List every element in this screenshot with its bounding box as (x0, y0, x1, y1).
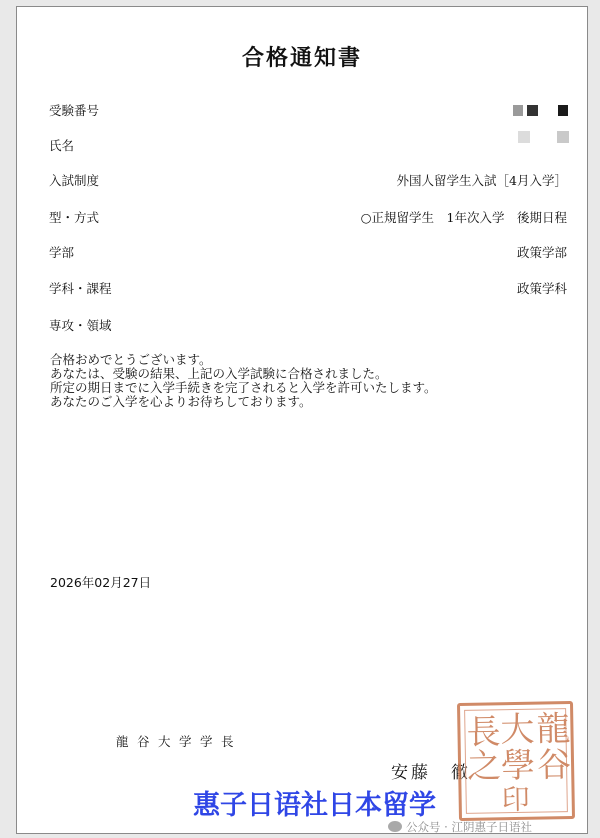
wechat-caption (388, 819, 532, 835)
redacted-exam-number (558, 105, 568, 116)
watermark-text: 惠子日语社日本留学 (193, 790, 436, 821)
field-value-faculty: 政策学部 (516, 245, 567, 260)
redacted-name (557, 131, 569, 143)
redacted-exam-number (527, 105, 538, 116)
field-label-faculty: 学部 (49, 245, 75, 260)
issuer-title: 龍谷大学学長 (116, 734, 243, 749)
issue-date: 2026年02月27日 (50, 575, 152, 590)
field-value-type-method: ○正規留学生 1年次入学 後期日程 (360, 210, 567, 225)
notice-line: あなたは、受験の結果、上記の入学試験に合格されました。 (50, 366, 388, 381)
official-seal: 龍 大 長 谷 學 之 印 (457, 701, 575, 821)
field-label-major: 専攻・領域 (49, 318, 112, 333)
field-label-department: 学科・課程 (49, 281, 112, 296)
field-label-exam-number: 受験番号 (49, 103, 100, 118)
document-title: 合格通知書 (241, 46, 362, 71)
wechat-caption-text: 公众号 · 江阴惠子日语社 (406, 820, 532, 834)
field-label-type-method: 型・方式 (49, 210, 100, 225)
notice-line: あなたのご入学を心よりお待ちしております。 (50, 394, 312, 409)
redacted-exam-number (513, 105, 523, 116)
redacted-name (518, 131, 530, 143)
notice-line: 合格おめでとうございます。 (50, 352, 212, 367)
field-label-name: 氏名 (49, 138, 75, 153)
field-value-exam-system: 外国人留学生入試［4月入学］ (396, 173, 567, 188)
admission-notice-page (16, 6, 588, 834)
signer-name: 安藤 徹 (391, 763, 471, 783)
notice-line: 所定の期日までに入学手続きを完了されると入学を許可いたします。 (50, 380, 437, 395)
notice-body (50, 353, 437, 409)
wechat-icon (388, 821, 402, 832)
field-label-exam-system: 入試制度 (49, 173, 100, 188)
field-value-department: 政策学科 (516, 281, 567, 296)
